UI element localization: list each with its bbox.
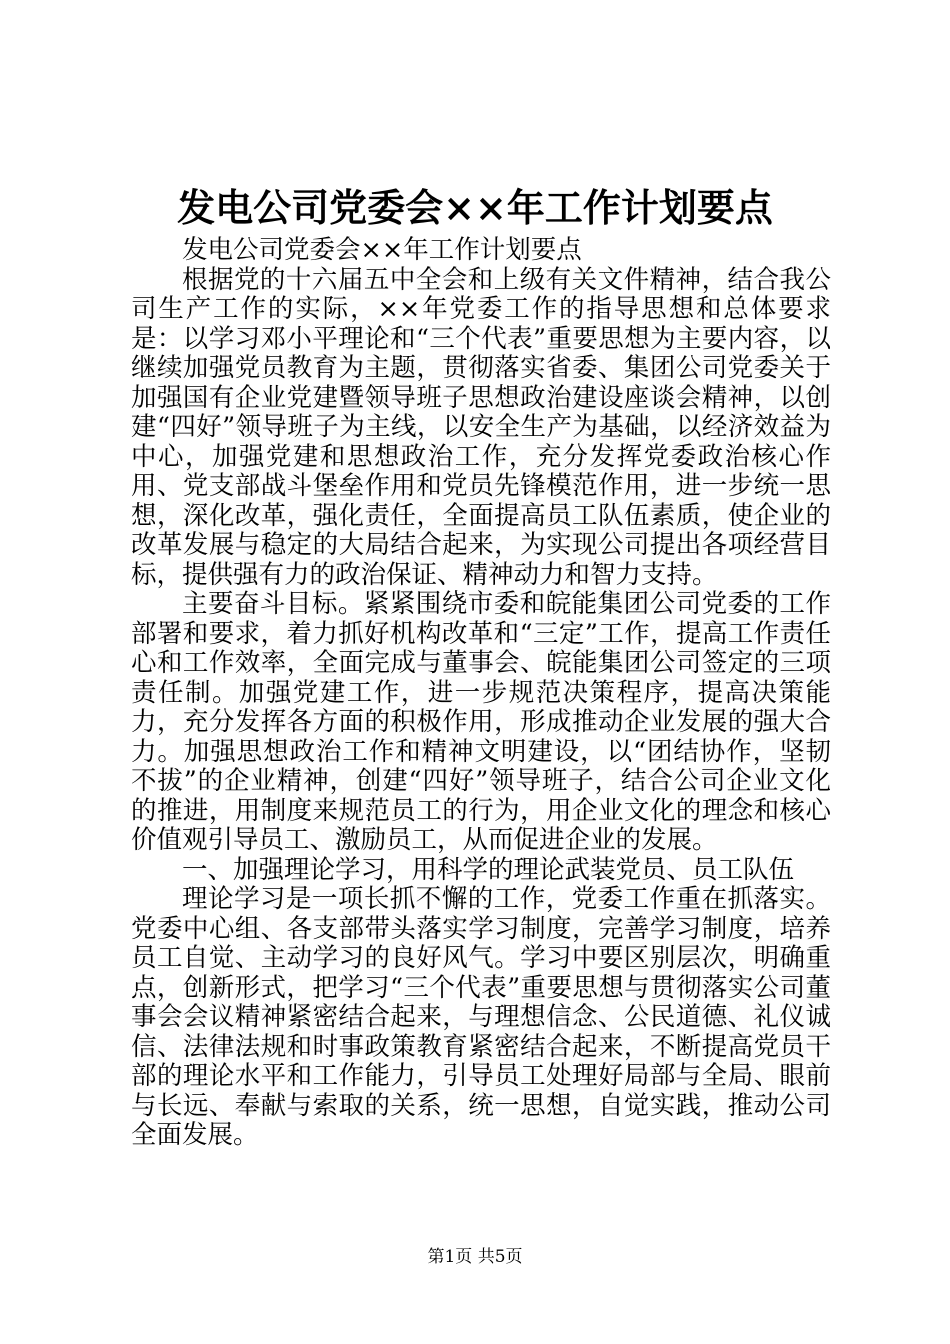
paragraph-theory-study: 理论学习是一项长抓不懈的工作，党委工作重在抓落实。党委中心组、各支部带头落实学习制度，完善学习制度，培养员工自觉、主动学习的良好风气。学习中要区别层次，明确重点，创新形式，把学习“三个代表”重要思想与贯彻落实公司董事会会议精神紧密结合起来，与理想信念、公民道德、礼仪诚信、法律法规和时事政策教育紧密结合起来，不断提高党员干部的理论水平和工作能力，引导员工处理好局部与全局、眼前与长远、奉献与索取的关系，统一思想，自觉实践，推动公司全面发展。 bbox=[131, 884, 831, 1150]
paragraph-heading-repeat: 发电公司党委会××年工作计划要点 bbox=[182, 235, 582, 265]
paragraph-main-goals: 主要奋斗目标。紧紧围绕市委和皖能集团公司党委的工作部署和要求，着力抓好机构改革和“三定”工作，提高工作责任心和工作效率，全面完成与董事会、皖能集团公司签定的三项责任制。加强党建工作，进一步规范决策程序，提高决策能力，充分发挥各方面的积极作用，形成推动企业发展的强大合力。加强思想政治工作和精神文明建设，以“团结协作，坚韧不拔”的企业精神，创建“四好”领导班子，结合公司企业文化的推进，用制度来规范员工的行为，用企业文化的理念和核心价值观引导员工、激励员工，从而促进企业的发展。 bbox=[131, 589, 831, 855]
document-body bbox=[131, 236, 831, 1151]
section-heading-theory-study: 一、加强理论学习，用科学的理论武装党员、员工队伍 bbox=[182, 854, 795, 885]
paragraph-guiding-ideology: 根据党的十六届五中全会和上级有关文件精神，结合我公司生产工作的实际，××年党委工作的指导思想和总体要求是：以学习邓小平理论和“三个代表”重要思想为主要内容，以继续加强党员教育为主题，贯彻落实省委、集团公司党委关于加强国有企业党建暨领导班子思想政治建设座谈会精神，以创建“四好”领导班子为主线，以安全生产为基础，以经济效益为中心，加强党建和思想政治工作，充分发挥党委政治核心作用、党支部战斗堡垒作用和党员先锋模范作用，进一步统一思想，深化改革，强化责任，全面提高员工队伍素质，使企业的改革发展与稳定的大局结合起来，为实现公司提出各项经营目标，提供强有力的政治保证、精神动力和智力支持。 bbox=[131, 264, 831, 590]
page-footer: 第1页 共5页 bbox=[427, 1247, 523, 1267]
document-title: 发电公司党委会××年工作计划要点 bbox=[177, 185, 773, 230]
